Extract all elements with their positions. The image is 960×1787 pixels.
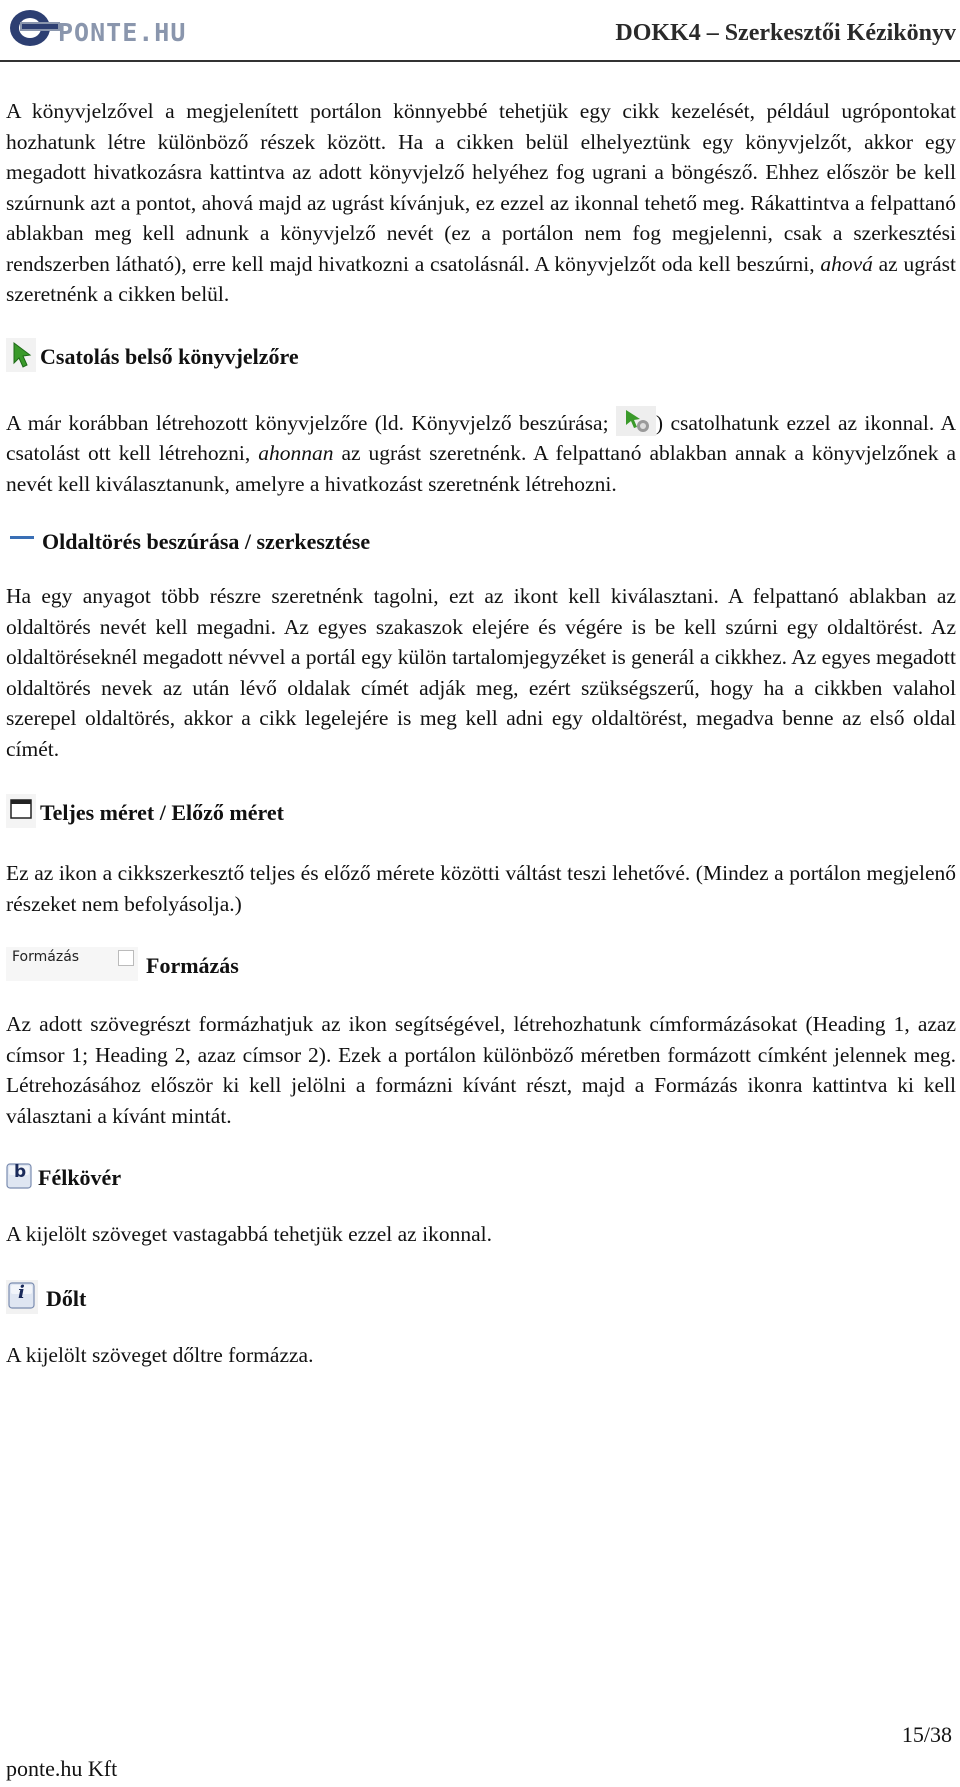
section-fullsize-title: Teljes méret / Előző méret (40, 800, 284, 825)
document-title: DOKK4 – Szerkesztői Kézikönyv (615, 20, 956, 46)
section-fullsize-heading (6, 794, 956, 828)
green-arrow-link-icon (6, 338, 36, 372)
section-link-bookmark-title: Csatolás belső könyvjelzőre (40, 343, 299, 369)
link-bookmark-text-2: ) csatolhatunk ezzel az ikonnal. A csatolást ott kell létrehozni, (6, 410, 956, 465)
bold-icon-glyph: b (14, 1162, 27, 1182)
page-header (0, 0, 960, 62)
section-bold-title: Félkövér (38, 1165, 122, 1190)
logo-text: PONTE.HU (58, 17, 187, 47)
link-bookmark-text-1: A már korábban létrehozott könyvjelzőre (ld. Könyvjelző beszúrása; (6, 410, 616, 435)
section-link-bookmark-heading (6, 338, 956, 372)
intro-text-2: az ugrást szeretnénk a cikken belül. (6, 251, 956, 306)
bold-b-icon (6, 1163, 34, 1193)
section-italic-heading (6, 1280, 956, 1314)
ponte-logo-mark-icon (8, 6, 62, 48)
format-dropdown-arrow-icon (118, 950, 134, 966)
page-break-icon (6, 527, 38, 557)
ponte-logo (8, 6, 208, 48)
section-format-heading (6, 947, 956, 981)
link-bookmark-text-3: az ugrást szeretnénk. A felpattanó ablakban annak a könyvjelzőnek a nevét kell kiválasztanunk, amelyre a hivatkozást szeretnénk létrehozni. (6, 441, 956, 496)
page-number: 15/38 (901, 1722, 952, 1747)
section-page-break-title: Oldaltörés beszúrása / szerkesztése (42, 529, 371, 554)
bookmark-anchor-icon (616, 406, 656, 436)
window-maximize-icon (6, 794, 36, 828)
format-dropdown-icon (6, 947, 138, 981)
footer-company: ponte.hu Kft (6, 1756, 118, 1781)
section-format-text: Az adott szövegrészt formázhatjuk az ikon segítségével, létrehozhatunk címformázásokat (Heading 1, azaz címsor 1; Heading 2, azaz címsor 2). Ezek a portálon különböző méretben formázott címként jelennek meg. Létrehozásához először ki kell jelölni a formázni kívánt részt, majd a Formázás ikonra kattintva ki kell választani a kívánt mintát. (6, 1012, 956, 1128)
section-fullsize-text: Ez az ikon a cikkszerkesztő teljes és előző mérete közötti váltást teszi lehetővé. (Mindez a portálon megjelenő részeket nem befolyásolja.) (6, 861, 956, 916)
link-bookmark-italic: ahonnan (258, 441, 334, 465)
intro-paragraph (6, 96, 956, 310)
format-dropdown-label: Formázás (12, 949, 80, 965)
section-page-break-heading (6, 527, 956, 557)
section-format-title: Formázás (146, 953, 239, 978)
italic-i-icon (6, 1280, 38, 1314)
section-bold-heading (6, 1163, 956, 1193)
page-content (6, 96, 956, 1370)
section-link-bookmark-text (6, 406, 956, 500)
section-page-break-text: Ha egy anyagot több részre szeretnénk tagolni, ezt az ikont kell kiválasztani. A felpattanó ablakban az oldaltörés nevét kell megadni. Az egyes szakaszok elejére és végére is be kell szúrni egy oldaltörést. Az oldaltöréseknél megadott névvel a portál egy külön tartalomjegyzéket is generál a cikkhez. Az egyes megadott oldaltörés nevek az után lévő oldalak címét adják meg, ezért szükségszerű, hogy ha a cikkben valahol szerepel oldaltörés, akkor a cikk legelejére is meg kell adni egy oldaltörést, megadva benne az első oldal címét. (6, 584, 956, 761)
intro-italic: ahová (820, 251, 873, 276)
section-bold-text: A kijelölt szöveget vastagabbá tehetjük ezzel az ikonnal. (6, 1222, 492, 1246)
section-italic-text: A kijelölt szöveget dőltre formázza. (6, 1342, 314, 1367)
intro-text-1: A könyvjelzővel a megjelenített portálon könnyebbé tehetjük egy cikk kezelését, például ugrópontokat hozhatunk létre különböző részek között. Ha a cikken belül elhelyeztünk egy könyvjelzőt, akkor egy megadott hivatkozásra kattintva az adott könyvjelző helyéhez fog ugrani a böngésző. Ehhez először be kell szúrnunk azt a pontot, ahová majd az ugrást kívánjuk, ez ezzel az ikonnal tehető meg. Rákattintva a felpattanó ablakban meg kell adnunk a könyvjelző nevét (ez a portálon nem fog megjelenni, csak a szerkesztési rendszerben látható), erre kell majd hivatkozni a csatolásnál. A könyvjelzőt oda kell beszúrni, (6, 99, 956, 276)
italic-icon-glyph: i (18, 1281, 25, 1303)
section-italic-title: Dőlt (46, 1285, 87, 1311)
